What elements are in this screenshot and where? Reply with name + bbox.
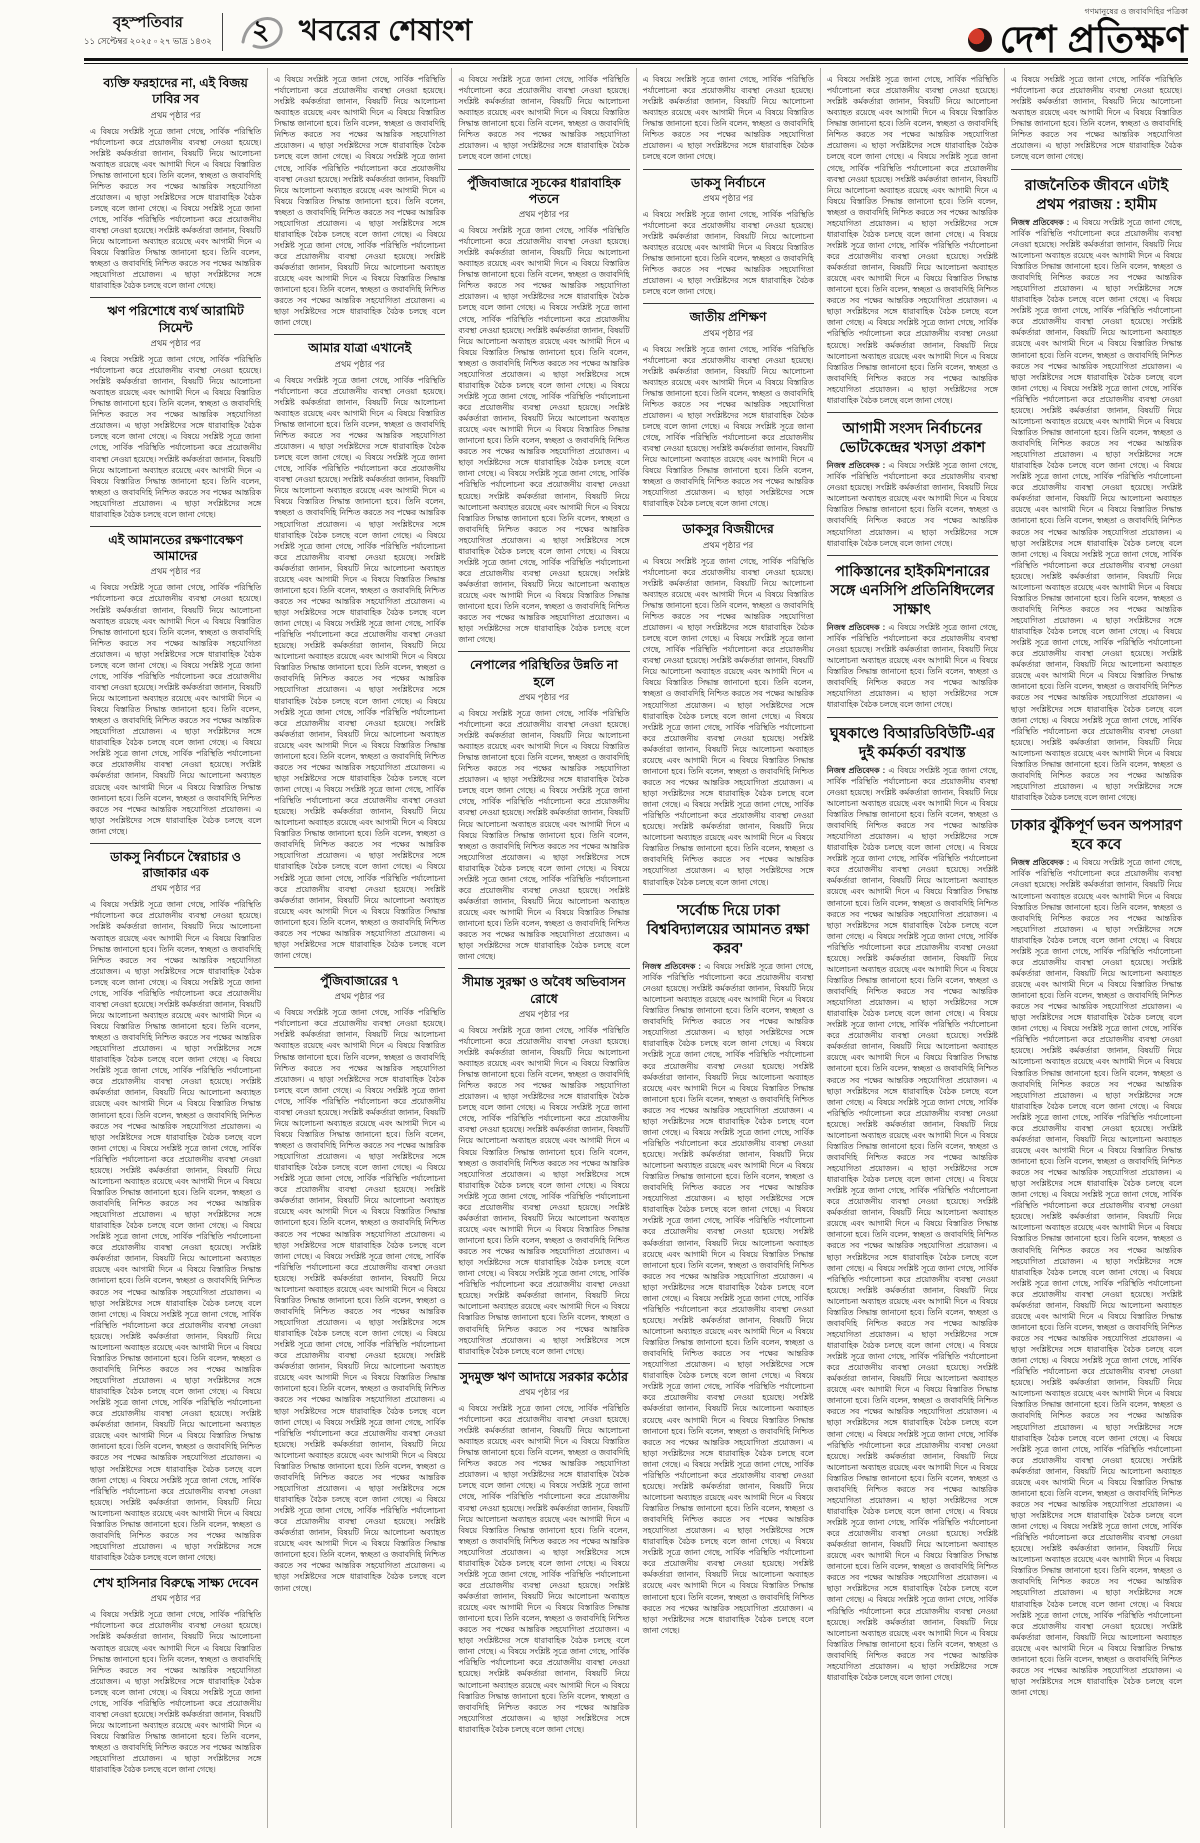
continued-from-page-one-label: প্রথম পৃষ্ঠার পর <box>518 691 570 702</box>
article <box>827 412 998 553</box>
article-body: এ বিষয়ে সংশ্লিষ্ট সূত্রে জানা গেছে, সার্বিক পরিস্থিতি পর্যালোচনা করে প্রয়োজনীয় ব্যবস্থা নেওয়া হয়েছে। সংশ্লিষ্ট কর্মকর্তারা জানান, বিষয়টি নিয়ে আলোচনা অব্যাহত রয়েছে এবং আগামী দিনে এ বিষয়ে বিস্তারিত সিদ্ধান্ত জানানো হবে। তিনি বলেন, স্বচ্ছতা ও জবাবদিহি নিশ্চিত করতে সব পক্ষের আন্তরিক সহযোগিতা প্রয়োজন। এ ছাড়া সংশ্লিষ্টদের সঙ্গে ধারাবাহিক বৈঠক চলছে বলে জানা গেছে। এ বিষয়ে সংশ্লিষ্ট সূত্রে জানা গেছে, সার্বিক পরিস্থিতি পর্যালোচনা করে প্রয়োজনীয় ব্যবস্থা নেওয়া হয়েছে। সংশ্লিষ্ট কর্মকর্তারা জানান, বিষয়টি নিয়ে আলোচনা অব্যাহত রয়েছে এবং আগামী দিনে এ বিষয়ে বিস্তারিত সিদ্ধান্ত জানানো হবে। তিনি বলেন, স্বচ্ছতা ও জবাবদিহি নিশ্চিত করতে সব পক্ষের আন্তরিক সহযোগিতা প্রয়োজন। এ ছাড়া সংশ্লিষ্টদের সঙ্গে ধারাবাহিক বৈঠক চলছে বলে জানা গেছে। এ বিষয়ে সংশ্লিষ্ট সূত্রে জানা গেছে, সার্বিক পরিস্থিতি পর্যালোচনা করে প্রয়োজনীয় ব্যবস্থা নেওয়া হয়েছে। সংশ্লিষ্ট কর্মকর্তারা জানান, বিষয়টি নিয়ে আলোচনা অব্যাহত রয়েছে এবং আগামী দিনে এ বিষয়ে বিস্তারিত সিদ্ধান্ত জানানো হবে। তিনি বলেন, স্বচ্ছতা ও জবাবদিহি নিশ্চিত করতে সব পক্ষের আন্তরিক সহযোগিতা প্রয়োজন। এ ছাড়া সংশ্লিষ্টদের সঙ্গে ধারাবাহিক বৈঠক চলছে বলে জানা গেছে। <box>274 75 446 328</box>
article <box>458 169 629 650</box>
article <box>90 70 261 295</box>
article-headline: আমার যাত্রা এখানেই <box>308 341 412 356</box>
page-number-ornament <box>237 10 285 54</box>
continued-from-page-one-label: প্রথম পৃষ্ঠার পর <box>703 327 754 338</box>
article-headline: পুঁজিবাজারে সূচকের ধারাবাহিক পতনে <box>467 175 621 206</box>
article <box>643 169 814 302</box>
masthead-title: দেশ প্রতিক্ষণ <box>999 19 1188 60</box>
article <box>274 334 445 965</box>
masthead-brand-row <box>968 21 1188 58</box>
article-body: এ বিষয়ে সংশ্লিষ্ট সূত্রে জানা গেছে, সার্বিক পরিস্থিতি পর্যালোচনা করে প্রয়োজনীয় ব্যবস্থা নেওয়া হয়েছে। সংশ্লিষ্ট কর্মকর্তারা জানান, বিষয়টি নিয়ে আলোচনা অব্যাহত রয়েছে এবং আগামী দিনে এ বিষয়ে বিস্তারিত সিদ্ধান্ত জানানো হবে। তিনি বলেন, স্বচ্ছতা ও জবাবদিহি নিশ্চিত করতে সব পক্ষের আন্তরিক সহযোগিতা প্রয়োজন। এ ছাড়া সংশ্লিষ্টদের সঙ্গে ধারাবাহিক বৈঠক চলছে বলে জানা গেছে। এ বিষয়ে সংশ্লিষ্ট সূত্রে জানা গেছে, সার্বিক পরিস্থিতি পর্যালোচনা করে প্রয়োজনীয় ব্যবস্থা নেওয়া হয়েছে। সংশ্লিষ্ট কর্মকর্তারা জানান, বিষয়টি নিয়ে আলোচনা অব্যাহত রয়েছে এবং আগামী দিনে এ বিষয়ে বিস্তারিত সিদ্ধান্ত জানানো হবে। তিনি বলেন, স্বচ্ছতা ও জবাবদিহি নিশ্চিত করতে সব পক্ষের আন্তরিক সহযোগিতা প্রয়োজন। এ ছাড়া সংশ্লিষ্টদের সঙ্গে ধারাবাহিক বৈঠক চলছে বলে জানা গেছে। এ বিষয়ে সংশ্লিষ্ট সূত্রে জানা গেছে, সার্বিক পরিস্থিতি পর্যালোচনা করে প্রয়োজনীয় ব্যবস্থা নেওয়া হয়েছে। সংশ্লিষ্ট কর্মকর্তারা জানান, বিষয়টি নিয়ে আলোচনা অব্যাহত রয়েছে এবং আগামী দিনে এ বিষয়ে বিস্তারিত সিদ্ধান্ত জানানো হবে। তিনি বলেন, স্বচ্ছতা ও জবাবদিহি নিশ্চিত করতে সব পক্ষের আন্তরিক সহযোগিতা প্রয়োজন। এ ছাড়া সংশ্লিষ্টদের সঙ্গে ধারাবাহিক বৈঠক চলছে বলে জানা গেছে। এ বিষয়ে সংশ্লিষ্ট সূত্রে জানা গেছে, সার্বিক পরিস্থিতি পর্যালোচনা করে প্রয়োজনীয় ব্যবস্থা নেওয়া হয়েছে। সংশ্লিষ্ট কর্মকর্তারা জানান, বিষয়টি নিয়ে আলোচনা অব্যাহত রয়েছে এবং আগামী দিনে এ বিষয়ে বিস্তারিত সিদ্ধান্ত জানানো হবে। তিনি বলেন, স্বচ্ছতা ও জবাবদিহি নিশ্চিত করতে সব পক্ষের আন্তরিক সহযোগিতা প্রয়োজন। এ ছাড়া সংশ্লিষ্টদের সঙ্গে ধারাবাহিক বৈঠক চলছে বলে জানা গেছে। <box>826 75 998 405</box>
reporter-label: নিজস্ব প্রতিবেদক : <box>826 765 889 775</box>
page-header <box>0 0 1200 58</box>
continued-from-page-one-label: প্রথম পৃষ্ঠার পর <box>150 109 201 120</box>
article-continuation <box>458 70 629 167</box>
article <box>827 555 998 715</box>
article-body: নিজস্ব প্রতিবেদক : এ বিষয়ে সংশ্লিষ্ট সূত্রে জানা গেছে, সার্বিক পরিস্থিতি পর্যালোচনা করে প্রয়োজনীয় ব্যবস্থা নেওয়া হয়েছে। সংশ্লিষ্ট কর্মকর্তারা জানান, বিষয়টি নিয়ে আলোচনা অব্যাহত রয়েছে এবং আগামী দিনে এ বিষয়ে বিস্তারিত সিদ্ধান্ত জানানো হবে। তিনি বলেন, স্বচ্ছতা ও জবাবদিহি নিশ্চিত করতে সব পক্ষের আন্তরিক সহযোগিতা প্রয়োজন। এ ছাড়া সংশ্লিষ্টদের সঙ্গে ধারাবাহিক বৈঠক চলছে বলে জানা গেছে। এ বিষয়ে সংশ্লিষ্ট সূত্রে জানা গেছে, সার্বিক পরিস্থিতি পর্যালোচনা করে প্রয়োজনীয় ব্যবস্থা নেওয়া হয়েছে। সংশ্লিষ্ট কর্মকর্তারা জানান, বিষয়টি নিয়ে আলোচনা অব্যাহত রয়েছে এবং আগামী দিনে এ বিষয়ে বিস্তারিত সিদ্ধান্ত জানানো হবে। তিনি বলেন, স্বচ্ছতা ও জবাবদিহি নিশ্চিত করতে সব পক্ষের আন্তরিক সহযোগিতা প্রয়োজন। এ ছাড়া সংশ্লিষ্টদের সঙ্গে ধারাবাহিক বৈঠক চলছে বলে জানা গেছে। এ বিষয়ে সংশ্লিষ্ট সূত্রে জানা গেছে, সার্বিক পরিস্থিতি পর্যালোচনা করে প্রয়োজনীয় ব্যবস্থা নেওয়া হয়েছে। সংশ্লিষ্ট কর্মকর্তারা জানান, বিষয়টি নিয়ে আলোচনা অব্যাহত রয়েছে এবং আগামী দিনে এ বিষয়ে বিস্তারিত সিদ্ধান্ত জানানো হবে। তিনি বলেন, স্বচ্ছতা ও জবাবদিহি নিশ্চিত করতে সব পক্ষের আন্তরিক সহযোগিতা প্রয়োজন। এ ছাড়া সংশ্লিষ্টদের সঙ্গে ধারাবাহিক বৈঠক চলছে বলে জানা গেছে। এ বিষয়ে সংশ্লিষ্ট সূত্রে জানা গেছে, সার্বিক পরিস্থিতি পর্যালোচনা করে প্রয়োজনীয় ব্যবস্থা নেওয়া হয়েছে। সংশ্লিষ্ট কর্মকর্তারা জানান, বিষয়টি নিয়ে আলোচনা অব্যাহত রয়েছে এবং আগামী দিনে এ বিষয়ে বিস্তারিত সিদ্ধান্ত জানানো হবে। তিনি বলেন, স্বচ্ছতা ও জবাবদিহি নিশ্চিত করতে সব পক্ষের আন্তরিক সহযোগিতা প্রয়োজন। এ ছাড়া সংশ্লিষ্টদের সঙ্গে ধারাবাহিক বৈঠক চলছে বলে জানা গেছে। এ বিষয়ে সংশ্লিষ্ট সূত্রে জানা গেছে, সার্বিক পরিস্থিতি পর্যালোচনা করে প্রয়োজনীয় ব্যবস্থা নেওয়া হয়েছে। সংশ্লিষ্ট কর্মকর্তারা জানান, বিষয়টি নিয়ে আলোচনা অব্যাহত রয়েছে এবং আগামী দিনে এ বিষয়ে বিস্তারিত সিদ্ধান্ত জানানো হবে। তিনি বলেন, স্বচ্ছতা ও জবাবদিহি নিশ্চিত করতে সব পক্ষের আন্তরিক সহযোগিতা প্রয়োজন। এ ছাড়া সংশ্লিষ্টদের সঙ্গে ধারাবাহিক বৈঠক চলছে বলে জানা গেছে। এ বিষয়ে সংশ্লিষ্ট সূত্রে জানা গেছে, সার্বিক পরিস্থিতি পর্যালোচনা করে প্রয়োজনীয় ব্যবস্থা নেওয়া হয়েছে। সংশ্লিষ্ট কর্মকর্তারা জানান, বিষয়টি নিয়ে আলোচনা অব্যাহত রয়েছে এবং আগামী দিনে এ বিষয়ে বিস্তারিত সিদ্ধান্ত জানানো হবে। তিনি বলেন, স্বচ্ছতা ও জবাবদিহি নিশ্চিত করতে সব পক্ষের আন্তরিক সহযোগিতা প্রয়োজন। এ ছাড়া সংশ্লিষ্টদের সঙ্গে ধারাবাহিক বৈঠক চলছে বলে জানা গেছে। এ বিষয়ে সংশ্লিষ্ট সূত্রে জানা গেছে, সার্বিক পরিস্থিতি পর্যালোচনা করে প্রয়োজনীয় ব্যবস্থা নেওয়া হয়েছে। সংশ্লিষ্ট কর্মকর্তারা জানান, বিষয়টি নিয়ে আলোচনা অব্যাহত রয়েছে এবং আগামী দিনে এ বিষয়ে বিস্তারিত সিদ্ধান্ত জানানো হবে। তিনি বলেন, স্বচ্ছতা ও জবাবদিহি নিশ্চিত করতে সব পক্ষের আন্তরিক সহযোগিতা প্রয়োজন। এ ছাড়া সংশ্লিষ্টদের সঙ্গে ধারাবাহিক বৈঠক চলছে বলে জানা গেছে। এ বিষয়ে সংশ্লিষ্ট সূত্রে জানা গেছে, সার্বিক পরিস্থিতি পর্যালোচনা করে প্রয়োজনীয় ব্যবস্থা নেওয়া হয়েছে। সংশ্লিষ্ট কর্মকর্তারা জানান, বিষয়টি নিয়ে আলোচনা অব্যাহত রয়েছে এবং আগামী দিনে এ বিষয়ে বিস্তারিত সিদ্ধান্ত জানানো হবে। তিনি বলেন, স্বচ্ছতা ও জবাবদিহি নিশ্চিত করতে সব পক্ষের আন্তরিক সহযোগিতা প্রয়োজন। এ ছাড়া সংশ্লিষ্টদের সঙ্গে ধারাবাহিক বৈঠক চলছে বলে জানা গেছে। <box>642 961 814 1635</box>
page-number: ২ <box>252 14 270 45</box>
article-headline: শেখ হাসিনার বিরুদ্ধে সাক্ষ্য দেবেন <box>92 1576 259 1591</box>
article <box>1011 169 1182 808</box>
article-body: এ বিষয়ে সংশ্লিষ্ট সূত্রে জানা গেছে, সার্বিক পরিস্থিতি পর্যালোচনা করে প্রয়োজনীয় ব্যবস্থা নেওয়া হয়েছে। সংশ্লিষ্ট কর্মকর্তারা জানান, বিষয়টি নিয়ে আলোচনা অব্যাহত রয়েছে এবং আগামী দিনে এ বিষয়ে বিস্তারিত সিদ্ধান্ত জানানো হবে। তিনি বলেন, স্বচ্ছতা ও জবাবদিহি নিশ্চিত করতে সব পক্ষের আন্তরিক সহযোগিতা প্রয়োজন। এ ছাড়া সংশ্লিষ্টদের সঙ্গে ধারাবাহিক বৈঠক চলছে বলে জানা গেছে। এ বিষয়ে সংশ্লিষ্ট সূত্রে জানা গেছে, সার্বিক পরিস্থিতি পর্যালোচনা করে প্রয়োজনীয় ব্যবস্থা নেওয়া হয়েছে। সংশ্লিষ্ট কর্মকর্তারা জানান, বিষয়টি নিয়ে আলোচনা অব্যাহত রয়েছে এবং আগামী দিনে এ বিষয়ে বিস্তারিত সিদ্ধান্ত জানানো হবে। তিনি বলেন, স্বচ্ছতা ও জবাবদিহি নিশ্চিত করতে সব পক্ষের আন্তরিক সহযোগিতা প্রয়োজন। এ ছাড়া সংশ্লিষ্টদের সঙ্গে ধারাবাহিক বৈঠক চলছে বলে জানা গেছে। <box>90 354 262 519</box>
article-headline: ডাকসু নির্বাচনে <box>691 175 766 190</box>
article-headline: নেপালের পরিস্থিতির উন্নতি না হলে <box>470 658 618 689</box>
article <box>90 297 261 523</box>
article-body: এ বিষয়ে সংশ্লিষ্ট সূত্রে জানা গেছে, সার্বিক পরিস্থিতি পর্যালোচনা করে প্রয়োজনীয় ব্যবস্থা নেওয়া হয়েছে। সংশ্লিষ্ট কর্মকর্তারা জানান, বিষয়টি নিয়ে আলোচনা অব্যাহত রয়েছে এবং আগামী দিনে এ বিষয়ে বিস্তারিত সিদ্ধান্ত জানানো হবে। তিনি বলেন, স্বচ্ছতা ও জবাবদিহি নিশ্চিত করতে সব পক্ষের আন্তরিক সহযোগিতা প্রয়োজন। এ ছাড়া সংশ্লিষ্টদের সঙ্গে ধারাবাহিক বৈঠক চলছে বলে জানা গেছে। <box>1010 75 1183 162</box>
article <box>274 967 445 1598</box>
article-body: এ বিষয়ে সংশ্লিষ্ট সূত্রে জানা গেছে, সার্বিক পরিস্থিতি পর্যালোচনা করে প্রয়োজনীয় ব্যবস্থা নেওয়া হয়েছে। সংশ্লিষ্ট কর্মকর্তারা জানান, বিষয়টি নিয়ে আলোচনা অব্যাহত রয়েছে এবং আগামী দিনে এ বিষয়ে বিস্তারিত সিদ্ধান্ত জানানো হবে। তিনি বলেন, স্বচ্ছতা ও জবাবদিহি নিশ্চিত করতে সব পক্ষের আন্তরিক সহযোগিতা প্রয়োজন। এ ছাড়া সংশ্লিষ্টদের সঙ্গে ধারাবাহিক বৈঠক চলছে বলে জানা গেছে। এ বিষয়ে সংশ্লিষ্ট সূত্রে জানা গেছে, সার্বিক পরিস্থিতি পর্যালোচনা করে প্রয়োজনীয় ব্যবস্থা নেওয়া হয়েছে। সংশ্লিষ্ট কর্মকর্তারা জানান, বিষয়টি নিয়ে আলোচনা অব্যাহত রয়েছে এবং আগামী দিনে এ বিষয়ে বিস্তারিত সিদ্ধান্ত জানানো হবে। তিনি বলেন, স্বচ্ছতা ও জবাবদিহি নিশ্চিত করতে সব পক্ষের আন্তরিক সহযোগিতা প্রয়োজন। এ ছাড়া সংশ্লিষ্টদের সঙ্গে ধারাবাহিক বৈঠক চলছে বলে জানা গেছে। এ বিষয়ে সংশ্লিষ্ট সূত্রে জানা গেছে, সার্বিক পরিস্থিতি পর্যালোচনা করে প্রয়োজনীয় ব্যবস্থা নেওয়া হয়েছে। সংশ্লিষ্ট কর্মকর্তারা জানান, বিষয়টি নিয়ে আলোচনা অব্যাহত রয়েছে এবং আগামী দিনে এ বিষয়ে বিস্তারিত সিদ্ধান্ত জানানো হবে। তিনি বলেন, স্বচ্ছতা ও জবাবদিহি নিশ্চিত করতে সব পক্ষের আন্তরিক সহযোগিতা প্রয়োজন। এ ছাড়া সংশ্লিষ্টদের সঙ্গে ধারাবাহিক বৈঠক চলছে বলে জানা গেছে। এ বিষয়ে সংশ্লিষ্ট সূত্রে জানা গেছে, সার্বিক পরিস্থিতি পর্যালোচনা করে প্রয়োজনীয় ব্যবস্থা নেওয়া হয়েছে। সংশ্লিষ্ট কর্মকর্তারা জানান, বিষয়টি নিয়ে আলোচনা অব্যাহত রয়েছে এবং আগামী দিনে এ বিষয়ে বিস্তারিত সিদ্ধান্ত জানানো হবে। তিনি বলেন, স্বচ্ছতা ও জবাবদিহি নিশ্চিত করতে সব পক্ষের আন্তরিক সহযোগিতা প্রয়োজন। এ ছাড়া সংশ্লিষ্টদের সঙ্গে ধারাবাহিক বৈঠক চলছে বলে জানা গেছে। এ বিষয়ে সংশ্লিষ্ট সূত্রে জানা গেছে, সার্বিক পরিস্থিতি পর্যালোচনা করে প্রয়োজনীয় ব্যবস্থা নেওয়া হয়েছে। সংশ্লিষ্ট কর্মকর্তারা জানান, বিষয়টি নিয়ে আলোচনা অব্যাহত রয়েছে এবং আগামী দিনে এ বিষয়ে বিস্তারিত সিদ্ধান্ত জানানো হবে। তিনি বলেন, স্বচ্ছতা ও জবাবদিহি নিশ্চিত করতে সব পক্ষের আন্তরিক সহযোগিতা প্রয়োজন। এ ছাড়া সংশ্লিষ্টদের সঙ্গে ধারাবাহিক বৈঠক চলছে বলে জানা গেছে। এ বিষয়ে সংশ্লিষ্ট সূত্রে জানা গেছে, সার্বিক পরিস্থিতি পর্যালোচনা করে প্রয়োজনীয় ব্যবস্থা নেওয়া হয়েছে। সংশ্লিষ্ট কর্মকর্তারা জানান, বিষয়টি নিয়ে আলোচনা অব্যাহত রয়েছে এবং আগামী দিনে এ বিষয়ে বিস্তারিত সিদ্ধান্ত জানানো হবে। তিনি বলেন, স্বচ্ছতা ও জবাবদিহি নিশ্চিত করতে সব পক্ষের আন্তরিক সহযোগিতা প্রয়োজন। এ ছাড়া সংশ্লিষ্টদের সঙ্গে ধারাবাহিক বৈঠক চলছে বলে জানা গেছে। এ বিষয়ে সংশ্লিষ্ট সূত্রে জানা গেছে, সার্বিক পরিস্থিতি পর্যালোচনা করে প্রয়োজনীয় ব্যবস্থা নেওয়া হয়েছে। সংশ্লিষ্ট কর্মকর্তারা জানান, বিষয়টি নিয়ে আলোচনা অব্যাহত রয়েছে এবং আগামী দিনে এ বিষয়ে বিস্তারিত সিদ্ধান্ত জানানো হবে। তিনি বলেন, স্বচ্ছতা ও জবাবদিহি নিশ্চিত করতে সব পক্ষের আন্তরিক সহযোগিতা প্রয়োজন। এ ছাড়া সংশ্লিষ্টদের সঙ্গে ধারাবাহিক বৈঠক চলছে বলে জানা গেছে। এ বিষয়ে সংশ্লিষ্ট সূত্রে জানা গেছে, সার্বিক পরিস্থিতি পর্যালোচনা করে প্রয়োজনীয় ব্যবস্থা নেওয়া হয়েছে। সংশ্লিষ্ট কর্মকর্তারা জানান, বিষয়টি নিয়ে আলোচনা অব্যাহত রয়েছে এবং আগামী দিনে এ বিষয়ে বিস্তারিত সিদ্ধান্ত জানানো হবে। তিনি বলেন, স্বচ্ছতা ও জবাবদিহি নিশ্চিত করতে সব পক্ষের আন্তরিক সহযোগিতা প্রয়োজন। এ ছাড়া সংশ্লিষ্টদের সঙ্গে ধারাবাহিক বৈঠক চলছে বলে জানা গেছে। <box>90 900 262 1562</box>
article-headline: ঋণ পরিশোধে ব্যর্থ আরামিট সিমেন্ট <box>107 304 244 335</box>
masthead <box>968 6 1188 58</box>
masthead-tagline: গণমানুষের ও জবাবদিহির পত্রিকা <box>1084 7 1188 16</box>
column-3 <box>451 68 635 1828</box>
article-body: এ বিষয়ে সংশ্লিষ্ট সূত্রে জানা গেছে, সার্বিক পরিস্থিতি পর্যালোচনা করে প্রয়োজনীয় ব্যবস্থা নেওয়া হয়েছে। সংশ্লিষ্ট কর্মকর্তারা জানান, বিষয়টি নিয়ে আলোচনা অব্যাহত রয়েছে এবং আগামী দিনে এ বিষয়ে বিস্তারিত সিদ্ধান্ত জানানো হবে। তিনি বলেন, স্বচ্ছতা ও জবাবদিহি নিশ্চিত করতে সব পক্ষের আন্তরিক সহযোগিতা প্রয়োজন। এ ছাড়া সংশ্লিষ্টদের সঙ্গে ধারাবাহিক বৈঠক চলছে বলে জানা গেছে। এ বিষয়ে সংশ্লিষ্ট সূত্রে জানা গেছে, সার্বিক পরিস্থিতি পর্যালোচনা করে প্রয়োজনীয় ব্যবস্থা নেওয়া হয়েছে। সংশ্লিষ্ট কর্মকর্তারা জানান, বিষয়টি নিয়ে আলোচনা অব্যাহত রয়েছে এবং আগামী দিনে এ বিষয়ে বিস্তারিত সিদ্ধান্ত জানানো হবে। তিনি বলেন, স্বচ্ছতা ও জবাবদিহি নিশ্চিত করতে সব পক্ষের আন্তরিক সহযোগিতা প্রয়োজন। এ ছাড়া সংশ্লিষ্টদের সঙ্গে ধারাবাহিক বৈঠক চলছে বলে জানা গেছে। এ বিষয়ে সংশ্লিষ্ট সূত্রে জানা গেছে, সার্বিক পরিস্থিতি পর্যালোচনা করে প্রয়োজনীয় ব্যবস্থা নেওয়া হয়েছে। সংশ্লিষ্ট কর্মকর্তারা জানান, বিষয়টি নিয়ে আলোচনা অব্যাহত রয়েছে এবং আগামী দিনে এ বিষয়ে বিস্তারিত সিদ্ধান্ত জানানো হবে। তিনি বলেন, স্বচ্ছতা ও জবাবদিহি নিশ্চিত করতে সব পক্ষের আন্তরিক সহযোগিতা প্রয়োজন। এ ছাড়া সংশ্লিষ্টদের সঙ্গে ধারাবাহিক বৈঠক চলছে বলে জানা গেছে। এ বিষয়ে সংশ্লিষ্ট সূত্রে জানা গেছে, সার্বিক পরিস্থিতি পর্যালোচনা করে প্রয়োজনীয় ব্যবস্থা নেওয়া হয়েছে। সংশ্লিষ্ট কর্মকর্তারা জানান, বিষয়টি নিয়ে আলোচনা অব্যাহত রয়েছে এবং আগামী দিনে এ বিষয়ে বিস্তারিত সিদ্ধান্ত জানানো হবে। তিনি বলেন, স্বচ্ছতা ও জবাবদিহি নিশ্চিত করতে সব পক্ষের আন্তরিক সহযোগিতা প্রয়োজন। এ ছাড়া সংশ্লিষ্টদের সঙ্গে ধারাবাহিক বৈঠক চলছে বলে জানা গেছে। <box>642 556 814 887</box>
article-headline: 'সর্বোচ্চ দিয়ে ঢাকা বিশ্ববিদ্যালয়ের আমানত রক্ষা করব' <box>646 902 810 957</box>
article-body: এ বিষয়ে সংশ্লিষ্ট সূত্রে জানা গেছে, সার্বিক পরিস্থিতি পর্যালোচনা করে প্রয়োজনীয় ব্যবস্থা নেওয়া হয়েছে। সংশ্লিষ্ট কর্মকর্তারা জানান, বিষয়টি নিয়ে আলোচনা অব্যাহত রয়েছে এবং আগামী দিনে এ বিষয়ে বিস্তারিত সিদ্ধান্ত জানানো হবে। তিনি বলেন, স্বচ্ছতা ও জবাবদিহি নিশ্চিত করতে সব পক্ষের আন্তরিক সহযোগিতা প্রয়োজন। এ ছাড়া সংশ্লিষ্টদের সঙ্গে ধারাবাহিক বৈঠক চলছে বলে জানা গেছে। এ বিষয়ে সংশ্লিষ্ট সূত্রে জানা গেছে, সার্বিক পরিস্থিতি পর্যালোচনা করে প্রয়োজনীয় ব্যবস্থা নেওয়া হয়েছে। সংশ্লিষ্ট কর্মকর্তারা জানান, বিষয়টি নিয়ে আলোচনা অব্যাহত রয়েছে এবং আগামী দিনে এ বিষয়ে বিস্তারিত সিদ্ধান্ত জানানো হবে। তিনি বলেন, স্বচ্ছতা ও জবাবদিহি নিশ্চিত করতে সব পক্ষের আন্তরিক সহযোগিতা প্রয়োজন। এ ছাড়া সংশ্লিষ্টদের সঙ্গে ধারাবাহিক বৈঠক চলছে বলে জানা গেছে। <box>90 126 262 291</box>
article-headline: ঢাকার ঝুঁকিপূর্ণ ভবন অপসারণ হবে কবে <box>1010 818 1183 854</box>
article-headline: ডাকসু নির্বাচনে স্বৈরাচার ও রাজাকার এক <box>110 849 241 881</box>
reporter-label: নিজস্ব প্রতিবেদক : <box>642 961 705 971</box>
continued-from-page-one-label: প্রথম পৃষ্ঠার পর <box>150 337 201 348</box>
continued-from-page-one-label: প্রথম পৃষ্ঠার পর <box>334 358 385 369</box>
article-body: নিজস্ব প্রতিবেদক : এ বিষয়ে সংশ্লিষ্ট সূত্রে জানা গেছে, সার্বিক পরিস্থিতি পর্যালোচনা করে প্রয়োজনীয় ব্যবস্থা নেওয়া হয়েছে। সংশ্লিষ্ট কর্মকর্তারা জানান, বিষয়টি নিয়ে আলোচনা অব্যাহত রয়েছে এবং আগামী দিনে এ বিষয়ে বিস্তারিত সিদ্ধান্ত জানানো হবে। তিনি বলেন, স্বচ্ছতা ও জবাবদিহি নিশ্চিত করতে সব পক্ষের আন্তরিক সহযোগিতা প্রয়োজন। এ ছাড়া সংশ্লিষ্টদের সঙ্গে ধারাবাহিক বৈঠক চলছে বলে জানা গেছে। এ বিষয়ে সংশ্লিষ্ট সূত্রে জানা গেছে, সার্বিক পরিস্থিতি পর্যালোচনা করে প্রয়োজনীয় ব্যবস্থা নেওয়া হয়েছে। সংশ্লিষ্ট কর্মকর্তারা জানান, বিষয়টি নিয়ে আলোচনা অব্যাহত রয়েছে এবং আগামী দিনে এ বিষয়ে বিস্তারিত সিদ্ধান্ত জানানো হবে। তিনি বলেন, স্বচ্ছতা ও জবাবদিহি নিশ্চিত করতে সব পক্ষের আন্তরিক সহযোগিতা প্রয়োজন। এ ছাড়া সংশ্লিষ্টদের সঙ্গে ধারাবাহিক বৈঠক চলছে বলে জানা গেছে। এ বিষয়ে সংশ্লিষ্ট সূত্রে জানা গেছে, সার্বিক পরিস্থিতি পর্যালোচনা করে প্রয়োজনীয় ব্যবস্থা নেওয়া হয়েছে। সংশ্লিষ্ট কর্মকর্তারা জানান, বিষয়টি নিয়ে আলোচনা অব্যাহত রয়েছে এবং আগামী দিনে এ বিষয়ে বিস্তারিত সিদ্ধান্ত জানানো হবে। তিনি বলেন, স্বচ্ছতা ও জবাবদিহি নিশ্চিত করতে সব পক্ষের আন্তরিক সহযোগিতা প্রয়োজন। এ ছাড়া সংশ্লিষ্টদের সঙ্গে ধারাবাহিক বৈঠক চলছে বলে জানা গেছে। এ বিষয়ে সংশ্লিষ্ট সূত্রে জানা গেছে, সার্বিক পরিস্থিতি পর্যালোচনা করে প্রয়োজনীয় ব্যবস্থা নেওয়া হয়েছে। সংশ্লিষ্ট কর্মকর্তারা জানান, বিষয়টি নিয়ে আলোচনা অব্যাহত রয়েছে এবং আগামী দিনে এ বিষয়ে বিস্তারিত সিদ্ধান্ত জানানো হবে। তিনি বলেন, স্বচ্ছতা ও জবাবদিহি নিশ্চিত করতে সব পক্ষের আন্তরিক সহযোগিতা প্রয়োজন। এ ছাড়া সংশ্লিষ্টদের সঙ্গে ধারাবাহিক বৈঠক চলছে বলে জানা গেছে। এ বিষয়ে সংশ্লিষ্ট সূত্রে জানা গেছে, সার্বিক পরিস্থিতি পর্যালোচনা করে প্রয়োজনীয় ব্যবস্থা নেওয়া হয়েছে। সংশ্লিষ্ট কর্মকর্তারা জানান, বিষয়টি নিয়ে আলোচনা অব্যাহত রয়েছে এবং আগামী দিনে এ বিষয়ে বিস্তারিত সিদ্ধান্ত জানানো হবে। তিনি বলেন, স্বচ্ছতা ও জবাবদিহি নিশ্চিত করতে সব পক্ষের আন্তরিক সহযোগিতা প্রয়োজন। এ ছাড়া সংশ্লিষ্টদের সঙ্গে ধারাবাহিক বৈঠক চলছে বলে জানা গেছে। এ বিষয়ে সংশ্লিষ্ট সূত্রে জানা গেছে, সার্বিক পরিস্থিতি পর্যালোচনা করে প্রয়োজনীয় ব্যবস্থা নেওয়া হয়েছে। সংশ্লিষ্ট কর্মকর্তারা জানান, বিষয়টি নিয়ে আলোচনা অব্যাহত রয়েছে এবং আগামী দিনে এ বিষয়ে বিস্তারিত সিদ্ধান্ত জানানো হবে। তিনি বলেন, স্বচ্ছতা ও জবাবদিহি নিশ্চিত করতে সব পক্ষের আন্তরিক সহযোগিতা প্রয়োজন। এ ছাড়া সংশ্লিষ্টদের সঙ্গে ধারাবাহিক বৈঠক চলছে বলে জানা গেছে। এ বিষয়ে সংশ্লিষ্ট সূত্রে জানা গেছে, সার্বিক পরিস্থিতি পর্যালোচনা করে প্রয়োজনীয় ব্যবস্থা নেওয়া হয়েছে। সংশ্লিষ্ট কর্মকর্তারা জানান, বিষয়টি নিয়ে আলোচনা অব্যাহত রয়েছে এবং আগামী দিনে এ বিষয়ে বিস্তারিত সিদ্ধান্ত জানানো হবে। তিনি বলেন, স্বচ্ছতা ও জবাবদিহি নিশ্চিত করতে সব পক্ষের আন্তরিক সহযোগিতা প্রয়োজন। এ ছাড়া সংশ্লিষ্টদের সঙ্গে ধারাবাহিক বৈঠক চলছে বলে জানা গেছে। এ বিষয়ে সংশ্লিষ্ট সূত্রে জানা গেছে, সার্বিক পরিস্থিতি পর্যালোচনা করে প্রয়োজনীয় ব্যবস্থা নেওয়া হয়েছে। সংশ্লিষ্ট কর্মকর্তারা জানান, বিষয়টি নিয়ে আলোচনা অব্যাহত রয়েছে এবং আগামী দিনে এ বিষয়ে বিস্তারিত সিদ্ধান্ত জানানো হবে। তিনি বলেন, স্বচ্ছতা ও জবাবদিহি নিশ্চিত করতে সব পক্ষের আন্তরিক সহযোগিতা প্রয়োজন। এ ছাড়া সংশ্লিষ্টদের সঙ্গে ধারাবাহিক বৈঠক চলছে বলে জানা গেছে। এ বিষয়ে সংশ্লিষ্ট সূত্রে জানা গেছে, সার্বিক পরিস্থিতি পর্যালোচনা করে প্রয়োজনীয় ব্যবস্থা নেওয়া হয়েছে। সংশ্লিষ্ট কর্মকর্তারা জানান, বিষয়টি নিয়ে আলোচনা অব্যাহত রয়েছে এবং আগামী দিনে এ বিষয়ে বিস্তারিত সিদ্ধান্ত জানানো হবে। তিনি বলেন, স্বচ্ছতা ও জবাবদিহি নিশ্চিত করতে সব পক্ষের আন্তরিক সহযোগিতা প্রয়োজন। এ ছাড়া সংশ্লিষ্টদের সঙ্গে ধারাবাহিক বৈঠক চলছে বলে জানা গেছে। এ বিষয়ে সংশ্লিষ্ট সূত্রে জানা গেছে, সার্বিক পরিস্থিতি পর্যালোচনা করে প্রয়োজনীয় ব্যবস্থা নেওয়া হয়েছে। সংশ্লিষ্ট কর্মকর্তারা জানান, বিষয়টি নিয়ে আলোচনা অব্যাহত রয়েছে এবং আগামী দিনে এ বিষয়ে বিস্তারিত সিদ্ধান্ত জানানো হবে। তিনি বলেন, স্বচ্ছতা ও জবাবদিহি নিশ্চিত করতে সব পক্ষের আন্তরিক সহযোগিতা প্রয়োজন। এ ছাড়া সংশ্লিষ্টদের সঙ্গে ধারাবাহিক বৈঠক চলছে বলে জানা গেছে। <box>1010 858 1183 1697</box>
column-4 <box>636 68 820 1828</box>
article-body: এ বিষয়ে সংশ্লিষ্ট সূত্রে জানা গেছে, সার্বিক পরিস্থিতি পর্যালোচনা করে প্রয়োজনীয় ব্যবস্থা নেওয়া হয়েছে। সংশ্লিষ্ট কর্মকর্তারা জানান, বিষয়টি নিয়ে আলোচনা অব্যাহত রয়েছে এবং আগামী দিনে এ বিষয়ে বিস্তারিত সিদ্ধান্ত জানানো হবে। তিনি বলেন, স্বচ্ছতা ও জবাবদিহি নিশ্চিত করতে সব পক্ষের আন্তরিক সহযোগিতা প্রয়োজন। এ ছাড়া সংশ্লিষ্টদের সঙ্গে ধারাবাহিক বৈঠক চলছে বলে জানা গেছে। <box>642 75 814 162</box>
article-headline: সীমান্ত সুরক্ষা ও অবৈধ অভিবাসন রোধে <box>462 975 626 1006</box>
continued-from-page-one-label: প্রথম পৃষ্ঠার পর <box>150 883 201 894</box>
article <box>827 717 998 1687</box>
article-body: এ বিষয়ে সংশ্লিষ্ট সূত্রে জানা গেছে, সার্বিক পরিস্থিতি পর্যালোচনা করে প্রয়োজনীয় ব্যবস্থা নেওয়া হয়েছে। সংশ্লিষ্ট কর্মকর্তারা জানান, বিষয়টি নিয়ে আলোচনা অব্যাহত রয়েছে এবং আগামী দিনে এ বিষয়ে বিস্তারিত সিদ্ধান্ত জানানো হবে। তিনি বলেন, স্বচ্ছতা ও জবাবদিহি নিশ্চিত করতে সব পক্ষের আন্তরিক সহযোগিতা প্রয়োজন। এ ছাড়া সংশ্লিষ্টদের সঙ্গে ধারাবাহিক বৈঠক চলছে বলে জানা গেছে। এ বিষয়ে সংশ্লিষ্ট সূত্রে জানা গেছে, সার্বিক পরিস্থিতি পর্যালোচনা করে প্রয়োজনীয় ব্যবস্থা নেওয়া হয়েছে। সংশ্লিষ্ট কর্মকর্তারা জানান, বিষয়টি নিয়ে আলোচনা অব্যাহত রয়েছে এবং আগামী দিনে এ বিষয়ে বিস্তারিত সিদ্ধান্ত জানানো হবে। তিনি বলেন, স্বচ্ছতা ও জবাবদিহি নিশ্চিত করতে সব পক্ষের আন্তরিক সহযোগিতা প্রয়োজন। এ ছাড়া সংশ্লিষ্টদের সঙ্গে ধারাবাহিক বৈঠক চলছে বলে জানা গেছে। এ বিষয়ে সংশ্লিষ্ট সূত্রে জানা গেছে, সার্বিক পরিস্থিতি পর্যালোচনা করে প্রয়োজনীয় ব্যবস্থা নেওয়া হয়েছে। সংশ্লিষ্ট কর্মকর্তারা জানান, বিষয়টি নিয়ে আলোচনা অব্যাহত রয়েছে এবং আগামী দিনে এ বিষয়ে বিস্তারিত সিদ্ধান্ত জানানো হবে। তিনি বলেন, স্বচ্ছতা ও জবাবদিহি নিশ্চিত করতে সব পক্ষের আন্তরিক সহযোগিতা প্রয়োজন। এ ছাড়া সংশ্লিষ্টদের সঙ্গে ধারাবাহিক বৈঠক চলছে বলে জানা গেছে। এ বিষয়ে সংশ্লিষ্ট সূত্রে জানা গেছে, সার্বিক পরিস্থিতি পর্যালোচনা করে প্রয়োজনীয় ব্যবস্থা নেওয়া হয়েছে। সংশ্লিষ্ট কর্মকর্তারা জানান, বিষয়টি নিয়ে আলোচনা অব্যাহত রয়েছে এবং আগামী দিনে এ বিষয়ে বিস্তারিত সিদ্ধান্ত জানানো হবে। তিনি বলেন, স্বচ্ছতা ও জবাবদিহি নিশ্চিত করতে সব পক্ষের আন্তরিক সহযোগিতা প্রয়োজন। এ ছাড়া সংশ্লিষ্টদের সঙ্গে ধারাবাহিক বৈঠক চলছে বলে জানা গেছে। এ বিষয়ে সংশ্লিষ্ট সূত্রে জানা গেছে, সার্বিক পরিস্থিতি পর্যালোচনা করে প্রয়োজনীয় ব্যবস্থা নেওয়া হয়েছে। সংশ্লিষ্ট কর্মকর্তারা জানান, বিষয়টি নিয়ে আলোচনা অব্যাহত রয়েছে এবং আগামী দিনে এ বিষয়ে বিস্তারিত সিদ্ধান্ত জানানো হবে। তিনি বলেন, স্বচ্ছতা ও জবাবদিহি নিশ্চিত করতে সব পক্ষের আন্তরিক সহযোগিতা প্রয়োজন। এ ছাড়া সংশ্লিষ্টদের সঙ্গে ধারাবাহিক বৈঠক চলছে বলে জানা গেছে। <box>458 226 630 645</box>
article <box>458 968 629 1360</box>
article-body: এ বিষয়ে সংশ্লিষ্ট সূত্রে জানা গেছে, সার্বিক পরিস্থিতি পর্যালোচনা করে প্রয়োজনীয় ব্যবস্থা নেওয়া হয়েছে। সংশ্লিষ্ট কর্মকর্তারা জানান, বিষয়টি নিয়ে আলোচনা অব্যাহত রয়েছে এবং আগামী দিনে এ বিষয়ে বিস্তারিত সিদ্ধান্ত জানানো হবে। তিনি বলেন, স্বচ্ছতা ও জবাবদিহি নিশ্চিত করতে সব পক্ষের আন্তরিক সহযোগিতা প্রয়োজন। এ ছাড়া সংশ্লিষ্টদের সঙ্গে ধারাবাহিক বৈঠক চলছে বলে জানা গেছে। এ বিষয়ে সংশ্লিষ্ট সূত্রে জানা গেছে, সার্বিক পরিস্থিতি পর্যালোচনা করে প্রয়োজনীয় ব্যবস্থা নেওয়া হয়েছে। সংশ্লিষ্ট কর্মকর্তারা জানান, বিষয়টি নিয়ে আলোচনা অব্যাহত রয়েছে এবং আগামী দিনে এ বিষয়ে বিস্তারিত সিদ্ধান্ত জানানো হবে। তিনি বলেন, স্বচ্ছতা ও জবাবদিহি নিশ্চিত করতে সব পক্ষের আন্তরিক সহযোগিতা প্রয়োজন। এ ছাড়া সংশ্লিষ্টদের সঙ্গে ধারাবাহিক বৈঠক চলছে বলে জানা গেছে। <box>90 1610 262 1775</box>
article-continuation <box>1011 70 1182 167</box>
newspaper-logo-icon <box>968 28 992 52</box>
article-body: এ বিষয়ে সংশ্লিষ্ট সূত্রে জানা গেছে, সার্বিক পরিস্থিতি পর্যালোচনা করে প্রয়োজনীয় ব্যবস্থা নেওয়া হয়েছে। সংশ্লিষ্ট কর্মকর্তারা জানান, বিষয়টি নিয়ে আলোচনা অব্যাহত রয়েছে এবং আগামী দিনে এ বিষয়ে বিস্তারিত সিদ্ধান্ত জানানো হবে। তিনি বলেন, স্বচ্ছতা ও জবাবদিহি নিশ্চিত করতে সব পক্ষের আন্তরিক সহযোগিতা প্রয়োজন। এ ছাড়া সংশ্লিষ্টদের সঙ্গে ধারাবাহিক বৈঠক চলছে বলে জানা গেছে। এ বিষয়ে সংশ্লিষ্ট সূত্রে জানা গেছে, সার্বিক পরিস্থিতি পর্যালোচনা করে প্রয়োজনীয় ব্যবস্থা নেওয়া হয়েছে। সংশ্লিষ্ট কর্মকর্তারা জানান, বিষয়টি নিয়ে আলোচনা অব্যাহত রয়েছে এবং আগামী দিনে এ বিষয়ে বিস্তারিত সিদ্ধান্ত জানানো হবে। তিনি বলেন, স্বচ্ছতা ও জবাবদিহি নিশ্চিত করতে সব পক্ষের আন্তরিক সহযোগিতা প্রয়োজন। এ ছাড়া সংশ্লিষ্টদের সঙ্গে ধারাবাহিক বৈঠক চলছে বলে জানা গেছে। <box>642 344 814 509</box>
article-body: এ বিষয়ে সংশ্লিষ্ট সূত্রে জানা গেছে, সার্বিক পরিস্থিতি পর্যালোচনা করে প্রয়োজনীয় ব্যবস্থা নেওয়া হয়েছে। সংশ্লিষ্ট কর্মকর্তারা জানান, বিষয়টি নিয়ে আলোচনা অব্যাহত রয়েছে এবং আগামী দিনে এ বিষয়ে বিস্তারিত সিদ্ধান্ত জানানো হবে। তিনি বলেন, স্বচ্ছতা ও জবাবদিহি নিশ্চিত করতে সব পক্ষের আন্তরিক সহযোগিতা প্রয়োজন। এ ছাড়া সংশ্লিষ্টদের সঙ্গে ধারাবাহিক বৈঠক চলছে বলে জানা গেছে। এ বিষয়ে সংশ্লিষ্ট সূত্রে জানা গেছে, সার্বিক পরিস্থিতি পর্যালোচনা করে প্রয়োজনীয় ব্যবস্থা নেওয়া হয়েছে। সংশ্লিষ্ট কর্মকর্তারা জানান, বিষয়টি নিয়ে আলোচনা অব্যাহত রয়েছে এবং আগামী দিনে এ বিষয়ে বিস্তারিত সিদ্ধান্ত জানানো হবে। তিনি বলেন, স্বচ্ছতা ও জবাবদিহি নিশ্চিত করতে সব পক্ষের আন্তরিক সহযোগিতা প্রয়োজন। এ ছাড়া সংশ্লিষ্টদের সঙ্গে ধারাবাহিক বৈঠক চলছে বলে জানা গেছে। এ বিষয়ে সংশ্লিষ্ট সূত্রে জানা গেছে, সার্বিক পরিস্থিতি পর্যালোচনা করে প্রয়োজনীয় ব্যবস্থা নেওয়া হয়েছে। সংশ্লিষ্ট কর্মকর্তারা জানান, বিষয়টি নিয়ে আলোচনা অব্যাহত রয়েছে এবং আগামী দিনে এ বিষয়ে বিস্তারিত সিদ্ধান্ত জানানো হবে। তিনি বলেন, স্বচ্ছতা ও জবাবদিহি নিশ্চিত করতে সব পক্ষের আন্তরিক সহযোগিতা প্রয়োজন। এ ছাড়া সংশ্লিষ্টদের সঙ্গে ধারাবাহিক বৈঠক চলছে বলে জানা গেছে। এ বিষয়ে সংশ্লিষ্ট সূত্রে জানা গেছে, সার্বিক পরিস্থিতি পর্যালোচনা করে প্রয়োজনীয় ব্যবস্থা নেওয়া হয়েছে। সংশ্লিষ্ট কর্মকর্তারা জানান, বিষয়টি নিয়ে আলোচনা অব্যাহত রয়েছে এবং আগামী দিনে এ বিষয়ে বিস্তারিত সিদ্ধান্ত জানানো হবে। তিনি বলেন, স্বচ্ছতা ও জবাবদিহি নিশ্চিত করতে সব পক্ষের আন্তরিক সহযোগিতা প্রয়োজন। এ ছাড়া সংশ্লিষ্টদের সঙ্গে ধারাবাহিক বৈঠক চলছে বলে জানা গেছে। এ বিষয়ে সংশ্লিষ্ট সূত্রে জানা গেছে, সার্বিক পরিস্থিতি পর্যালোচনা করে প্রয়োজনীয় ব্যবস্থা নেওয়া হয়েছে। সংশ্লিষ্ট কর্মকর্তারা জানান, বিষয়টি নিয়ে আলোচনা অব্যাহত রয়েছে এবং আগামী দিনে এ বিষয়ে বিস্তারিত সিদ্ধান্ত জানানো হবে। তিনি বলেন, স্বচ্ছতা ও জবাবদিহি নিশ্চিত করতে সব পক্ষের আন্তরিক সহযোগিতা প্রয়োজন। এ ছাড়া সংশ্লিষ্টদের সঙ্গে ধারাবাহিক বৈঠক চলছে বলে জানা গেছে। এ বিষয়ে সংশ্লিষ্ট সূত্রে জানা গেছে, সার্বিক পরিস্থিতি পর্যালোচনা করে প্রয়োজনীয় ব্যবস্থা নেওয়া হয়েছে। সংশ্লিষ্ট কর্মকর্তারা জানান, বিষয়টি নিয়ে আলোচনা অব্যাহত রয়েছে এবং আগামী দিনে এ বিষয়ে বিস্তারিত সিদ্ধান্ত জানানো হবে। তিনি বলেন, স্বচ্ছতা ও জবাবদিহি নিশ্চিত করতে সব পক্ষের আন্তরিক সহযোগিতা প্রয়োজন। এ ছাড়া সংশ্লিষ্টদের সঙ্গে ধারাবাহিক বৈঠক চলছে বলে জানা গেছে। এ বিষয়ে সংশ্লিষ্ট সূত্রে জানা গেছে, সার্বিক পরিস্থিতি পর্যালোচনা করে প্রয়োজনীয় ব্যবস্থা নেওয়া হয়েছে। সংশ্লিষ্ট কর্মকর্তারা জানান, বিষয়টি নিয়ে আলোচনা অব্যাহত রয়েছে এবং আগামী দিনে এ বিষয়ে বিস্তারিত সিদ্ধান্ত জানানো হবে। তিনি বলেন, স্বচ্ছতা ও জবাবদিহি নিশ্চিত করতে সব পক্ষের আন্তরিক সহযোগিতা প্রয়োজন। এ ছাড়া সংশ্লিষ্টদের সঙ্গে ধারাবাহিক বৈঠক চলছে বলে জানা গেছে। <box>274 1008 446 1593</box>
article <box>643 515 814 891</box>
article-body: এ বিষয়ে সংশ্লিষ্ট সূত্রে জানা গেছে, সার্বিক পরিস্থিতি পর্যালোচনা করে প্রয়োজনীয় ব্যবস্থা নেওয়া হয়েছে। সংশ্লিষ্ট কর্মকর্তারা জানান, বিষয়টি নিয়ে আলোচনা অব্যাহত রয়েছে এবং আগামী দিনে এ বিষয়ে বিস্তারিত সিদ্ধান্ত জানানো হবে। তিনি বলেন, স্বচ্ছতা ও জবাবদিহি নিশ্চিত করতে সব পক্ষের আন্তরিক সহযোগিতা প্রয়োজন। এ ছাড়া সংশ্লিষ্টদের সঙ্গে ধারাবাহিক বৈঠক চলছে বলে জানা গেছে। এ বিষয়ে সংশ্লিষ্ট সূত্রে জানা গেছে, সার্বিক পরিস্থিতি পর্যালোচনা করে প্রয়োজনীয় ব্যবস্থা নেওয়া হয়েছে। সংশ্লিষ্ট কর্মকর্তারা জানান, বিষয়টি নিয়ে আলোচনা অব্যাহত রয়েছে এবং আগামী দিনে এ বিষয়ে বিস্তারিত সিদ্ধান্ত জানানো হবে। তিনি বলেন, স্বচ্ছতা ও জবাবদিহি নিশ্চিত করতে সব পক্ষের আন্তরিক সহযোগিতা প্রয়োজন। এ ছাড়া সংশ্লিষ্টদের সঙ্গে ধারাবাহিক বৈঠক চলছে বলে জানা গেছে। এ বিষয়ে সংশ্লিষ্ট সূত্রে জানা গেছে, সার্বিক পরিস্থিতি পর্যালোচনা করে প্রয়োজনীয় ব্যবস্থা নেওয়া হয়েছে। সংশ্লিষ্ট কর্মকর্তারা জানান, বিষয়টি নিয়ে আলোচনা অব্যাহত রয়েছে এবং আগামী দিনে এ বিষয়ে বিস্তারিত সিদ্ধান্ত জানানো হবে। তিনি বলেন, স্বচ্ছতা ও জবাবদিহি নিশ্চিত করতে সব পক্ষের আন্তরিক সহযোগিতা প্রয়োজন। এ ছাড়া সংশ্লিষ্টদের সঙ্গে ধারাবাহিক বৈঠক চলছে বলে জানা গেছে। <box>90 583 262 836</box>
continued-from-page-one-label: প্রথম পৃষ্ঠার পর <box>518 1008 570 1019</box>
article <box>90 843 261 1567</box>
article-headline: পুঁজিবাজারের ৭ <box>320 974 400 988</box>
column-6 <box>1004 68 1188 1828</box>
article <box>643 303 814 513</box>
article-body: এ বিষয়ে সংশ্লিষ্ট সূত্রে জানা গেছে, সার্বিক পরিস্থিতি পর্যালোচনা করে প্রয়োজনীয় ব্যবস্থা নেওয়া হয়েছে। সংশ্লিষ্ট কর্মকর্তারা জানান, বিষয়টি নিয়ে আলোচনা অব্যাহত রয়েছে এবং আগামী দিনে এ বিষয়ে বিস্তারিত সিদ্ধান্ত জানানো হবে। তিনি বলেন, স্বচ্ছতা ও জবাবদিহি নিশ্চিত করতে সব পক্ষের আন্তরিক সহযোগিতা প্রয়োজন। এ ছাড়া সংশ্লিষ্টদের সঙ্গে ধারাবাহিক বৈঠক চলছে বলে জানা গেছে। <box>458 75 630 162</box>
date-line: ১১ সেপ্টেম্বর ২০২৫ ▫ ২৭ ভাদ্র ১৪৩২ <box>84 35 212 46</box>
reporter-label: নিজস্ব প্রতিবেদক : <box>826 623 889 632</box>
column-5 <box>820 68 1004 1828</box>
article-body: এ বিষয়ে সংশ্লিষ্ট সূত্রে জানা গেছে, সার্বিক পরিস্থিতি পর্যালোচনা করে প্রয়োজনীয় ব্যবস্থা নেওয়া হয়েছে। সংশ্লিষ্ট কর্মকর্তারা জানান, বিষয়টি নিয়ে আলোচনা অব্যাহত রয়েছে এবং আগামী দিনে এ বিষয়ে বিস্তারিত সিদ্ধান্ত জানানো হবে। তিনি বলেন, স্বচ্ছতা ও জবাবদিহি নিশ্চিত করতে সব পক্ষের আন্তরিক সহযোগিতা প্রয়োজন। এ ছাড়া সংশ্লিষ্টদের সঙ্গে ধারাবাহিক বৈঠক চলছে বলে জানা গেছে। এ বিষয়ে সংশ্লিষ্ট সূত্রে জানা গেছে, সার্বিক পরিস্থিতি পর্যালোচনা করে প্রয়োজনীয় ব্যবস্থা নেওয়া হয়েছে। সংশ্লিষ্ট কর্মকর্তারা জানান, বিষয়টি নিয়ে আলোচনা অব্যাহত রয়েছে এবং আগামী দিনে এ বিষয়ে বিস্তারিত সিদ্ধান্ত জানানো হবে। তিনি বলেন, স্বচ্ছতা ও জবাবদিহি নিশ্চিত করতে সব পক্ষের আন্তরিক সহযোগিতা প্রয়োজন। এ ছাড়া সংশ্লিষ্টদের সঙ্গে ধারাবাহিক বৈঠক চলছে বলে জানা গেছে। এ বিষয়ে সংশ্লিষ্ট সূত্রে জানা গেছে, সার্বিক পরিস্থিতি পর্যালোচনা করে প্রয়োজনীয় ব্যবস্থা নেওয়া হয়েছে। সংশ্লিষ্ট কর্মকর্তারা জানান, বিষয়টি নিয়ে আলোচনা অব্যাহত রয়েছে এবং আগামী দিনে এ বিষয়ে বিস্তারিত সিদ্ধান্ত জানানো হবে। তিনি বলেন, স্বচ্ছতা ও জবাবদিহি নিশ্চিত করতে সব পক্ষের আন্তরিক সহযোগিতা প্রয়োজন। এ ছাড়া সংশ্লিষ্টদের সঙ্গে ধারাবাহিক বৈঠক চলছে বলে জানা গেছে। এ বিষয়ে সংশ্লিষ্ট সূত্রে জানা গেছে, সার্বিক পরিস্থিতি পর্যালোচনা করে প্রয়োজনীয় ব্যবস্থা নেওয়া হয়েছে। সংশ্লিষ্ট কর্মকর্তারা জানান, বিষয়টি নিয়ে আলোচনা অব্যাহত রয়েছে এবং আগামী দিনে এ বিষয়ে বিস্তারিত সিদ্ধান্ত জানানো হবে। তিনি বলেন, স্বচ্ছতা ও জবাবদিহি নিশ্চিত করতে সব পক্ষের আন্তরিক সহযোগিতা প্রয়োজন। এ ছাড়া সংশ্লিষ্টদের সঙ্গে ধারাবাহিক বৈঠক চলছে বলে জানা গেছে। এ বিষয়ে সংশ্লিষ্ট সূত্রে জানা গেছে, সার্বিক পরিস্থিতি পর্যালোচনা করে প্রয়োজনীয় ব্যবস্থা নেওয়া হয়েছে। সংশ্লিষ্ট কর্মকর্তারা জানান, বিষয়টি নিয়ে আলোচনা অব্যাহত রয়েছে এবং আগামী দিনে এ বিষয়ে বিস্তারিত সিদ্ধান্ত জানানো হবে। তিনি বলেন, স্বচ্ছতা ও জবাবদিহি নিশ্চিত করতে সব পক্ষের আন্তরিক সহযোগিতা প্রয়োজন। এ ছাড়া সংশ্লিষ্টদের সঙ্গে ধারাবাহিক বৈঠক চলছে বলে জানা গেছে। এ বিষয়ে সংশ্লিষ্ট সূত্রে জানা গেছে, সার্বিক পরিস্থিতি পর্যালোচনা করে প্রয়োজনীয় ব্যবস্থা নেওয়া হয়েছে। সংশ্লিষ্ট কর্মকর্তারা জানান, বিষয়টি নিয়ে আলোচনা অব্যাহত রয়েছে এবং আগামী দিনে এ বিষয়ে বিস্তারিত সিদ্ধান্ত জানানো হবে। তিনি বলেন, স্বচ্ছতা ও জবাবদিহি নিশ্চিত করতে সব পক্ষের আন্তরিক সহযোগিতা প্রয়োজন। এ ছাড়া সংশ্লিষ্টদের সঙ্গে ধারাবাহিক বৈঠক চলছে বলে জানা গেছে। এ বিষয়ে সংশ্লিষ্ট সূত্রে জানা গেছে, সার্বিক পরিস্থিতি পর্যালোচনা করে প্রয়োজনীয় ব্যবস্থা নেওয়া হয়েছে। সংশ্লিষ্ট কর্মকর্তারা জানান, বিষয়টি নিয়ে আলোচনা অব্যাহত রয়েছে এবং আগামী দিনে এ বিষয়ে বিস্তারিত সিদ্ধান্ত জানানো হবে। তিনি বলেন, স্বচ্ছতা ও জবাবদিহি নিশ্চিত করতে সব পক্ষের আন্তরিক সহযোগিতা প্রয়োজন। এ ছাড়া সংশ্লিষ্টদের সঙ্গে ধারাবাহিক বৈঠক চলছে বলে জানা গেছে। <box>274 375 446 960</box>
continued-from-page-one-label: প্রথম পৃষ্ঠার পর <box>334 991 385 1002</box>
article-headline: সুদমুক্ত ঋণ আদায়ে সরকার কঠোর <box>459 1369 629 1384</box>
article <box>458 651 629 966</box>
continued-from-page-one-label: প্রথম পৃষ্ঠার পর <box>703 539 754 550</box>
article-body: এ বিষয়ে সংশ্লিষ্ট সূত্রে জানা গেছে, সার্বিক পরিস্থিতি পর্যালোচনা করে প্রয়োজনীয় ব্যবস্থা নেওয়া হয়েছে। সংশ্লিষ্ট কর্মকর্তারা জানান, বিষয়টি নিয়ে আলোচনা অব্যাহত রয়েছে এবং আগামী দিনে এ বিষয়ে বিস্তারিত সিদ্ধান্ত জানানো হবে। তিনি বলেন, স্বচ্ছতা ও জবাবদিহি নিশ্চিত করতে সব পক্ষের আন্তরিক সহযোগিতা প্রয়োজন। এ ছাড়া সংশ্লিষ্টদের সঙ্গে ধারাবাহিক বৈঠক চলছে বলে জানা গেছে। এ বিষয়ে সংশ্লিষ্ট সূত্রে জানা গেছে, সার্বিক পরিস্থিতি পর্যালোচনা করে প্রয়োজনীয় ব্যবস্থা নেওয়া হয়েছে। সংশ্লিষ্ট কর্মকর্তারা জানান, বিষয়টি নিয়ে আলোচনা অব্যাহত রয়েছে এবং আগামী দিনে এ বিষয়ে বিস্তারিত সিদ্ধান্ত জানানো হবে। তিনি বলেন, স্বচ্ছতা ও জবাবদিহি নিশ্চিত করতে সব পক্ষের আন্তরিক সহযোগিতা প্রয়োজন। এ ছাড়া সংশ্লিষ্টদের সঙ্গে ধারাবাহিক বৈঠক চলছে বলে জানা গেছে। এ বিষয়ে সংশ্লিষ্ট সূত্রে জানা গেছে, সার্বিক পরিস্থিতি পর্যালোচনা করে প্রয়োজনীয় ব্যবস্থা নেওয়া হয়েছে। সংশ্লিষ্ট কর্মকর্তারা জানান, বিষয়টি নিয়ে আলোচনা অব্যাহত রয়েছে এবং আগামী দিনে এ বিষয়ে বিস্তারিত সিদ্ধান্ত জানানো হবে। তিনি বলেন, স্বচ্ছতা ও জবাবদিহি নিশ্চিত করতে সব পক্ষের আন্তরিক সহযোগিতা প্রয়োজন। এ ছাড়া সংশ্লিষ্টদের সঙ্গে ধারাবাহিক বৈঠক চলছে বলে জানা গেছে। এ বিষয়ে সংশ্লিষ্ট সূত্রে জানা গেছে, সার্বিক পরিস্থিতি পর্যালোচনা করে প্রয়োজনীয় ব্যবস্থা নেওয়া হয়েছে। সংশ্লিষ্ট কর্মকর্তারা জানান, বিষয়টি নিয়ে আলোচনা অব্যাহত রয়েছে এবং আগামী দিনে এ বিষয়ে বিস্তারিত সিদ্ধান্ত জানানো হবে। তিনি বলেন, স্বচ্ছতা ও জবাবদিহি নিশ্চিত করতে সব পক্ষের আন্তরিক সহযোগিতা প্রয়োজন। এ ছাড়া সংশ্লিষ্টদের সঙ্গে ধারাবাহিক বৈঠক চলছে বলে জানা গেছে। <box>458 1403 630 1734</box>
article-headline: এই আমানতের রক্ষণাবেক্ষণ আমাদের <box>108 532 243 564</box>
article <box>1011 809 1182 1702</box>
article-body: নিজস্ব প্রতিবেদক : এ বিষয়ে সংশ্লিষ্ট সূত্রে জানা গেছে, সার্বিক পরিস্থিতি পর্যালোচনা করে প্রয়োজনীয় ব্যবস্থা নেওয়া হয়েছে। সংশ্লিষ্ট কর্মকর্তারা জানান, বিষয়টি নিয়ে আলোচনা অব্যাহত রয়েছে এবং আগামী দিনে এ বিষয়ে বিস্তারিত সিদ্ধান্ত জানানো হবে। তিনি বলেন, স্বচ্ছতা ও জবাবদিহি নিশ্চিত করতে সব পক্ষের আন্তরিক সহযোগিতা প্রয়োজন। এ ছাড়া সংশ্লিষ্টদের সঙ্গে ধারাবাহিক বৈঠক চলছে বলে জানা গেছে। এ বিষয়ে সংশ্লিষ্ট সূত্রে জানা গেছে, সার্বিক পরিস্থিতি পর্যালোচনা করে প্রয়োজনীয় ব্যবস্থা নেওয়া হয়েছে। সংশ্লিষ্ট কর্মকর্তারা জানান, বিষয়টি নিয়ে আলোচনা অব্যাহত রয়েছে এবং আগামী দিনে এ বিষয়ে বিস্তারিত সিদ্ধান্ত জানানো হবে। তিনি বলেন, স্বচ্ছতা ও জবাবদিহি নিশ্চিত করতে সব পক্ষের আন্তরিক সহযোগিতা প্রয়োজন। এ ছাড়া সংশ্লিষ্টদের সঙ্গে ধারাবাহিক বৈঠক চলছে বলে জানা গেছে। এ বিষয়ে সংশ্লিষ্ট সূত্রে জানা গেছে, সার্বিক পরিস্থিতি পর্যালোচনা করে প্রয়োজনীয় ব্যবস্থা নেওয়া হয়েছে। সংশ্লিষ্ট কর্মকর্তারা জানান, বিষয়টি নিয়ে আলোচনা অব্যাহত রয়েছে এবং আগামী দিনে এ বিষয়ে বিস্তারিত সিদ্ধান্ত জানানো হবে। তিনি বলেন, স্বচ্ছতা ও জবাবদিহি নিশ্চিত করতে সব পক্ষের আন্তরিক সহযোগিতা প্রয়োজন। এ ছাড়া সংশ্লিষ্টদের সঙ্গে ধারাবাহিক বৈঠক চলছে বলে জানা গেছে। এ বিষয়ে সংশ্লিষ্ট সূত্রে জানা গেছে, সার্বিক পরিস্থিতি পর্যালোচনা করে প্রয়োজনীয় ব্যবস্থা নেওয়া হয়েছে। সংশ্লিষ্ট কর্মকর্তারা জানান, বিষয়টি নিয়ে আলোচনা অব্যাহত রয়েছে এবং আগামী দিনে এ বিষয়ে বিস্তারিত সিদ্ধান্ত জানানো হবে। তিনি বলেন, স্বচ্ছতা ও জবাবদিহি নিশ্চিত করতে সব পক্ষের আন্তরিক সহযোগিতা প্রয়োজন। এ ছাড়া সংশ্লিষ্টদের সঙ্গে ধারাবাহিক বৈঠক চলছে বলে জানা গেছে। এ বিষয়ে সংশ্লিষ্ট সূত্রে জানা গেছে, সার্বিক পরিস্থিতি পর্যালোচনা করে প্রয়োজনীয় ব্যবস্থা নেওয়া হয়েছে। সংশ্লিষ্ট কর্মকর্তারা জানান, বিষয়টি নিয়ে আলোচনা অব্যাহত রয়েছে এবং আগামী দিনে এ বিষয়ে বিস্তারিত সিদ্ধান্ত জানানো হবে। তিনি বলেন, স্বচ্ছতা ও জবাবদিহি নিশ্চিত করতে সব পক্ষের আন্তরিক সহযোগিতা প্রয়োজন। এ ছাড়া সংশ্লিষ্টদের সঙ্গে ধারাবাহিক বৈঠক চলছে বলে জানা গেছে। এ বিষয়ে সংশ্লিষ্ট সূত্রে জানা গেছে, সার্বিক পরিস্থিতি পর্যালোচনা করে প্রয়োজনীয় ব্যবস্থা নেওয়া হয়েছে। সংশ্লিষ্ট কর্মকর্তারা জানান, বিষয়টি নিয়ে আলোচনা অব্যাহত রয়েছে এবং আগামী দিনে এ বিষয়ে বিস্তারিত সিদ্ধান্ত জানানো হবে। তিনি বলেন, স্বচ্ছতা ও জবাবদিহি নিশ্চিত করতে সব পক্ষের আন্তরিক সহযোগিতা প্রয়োজন। এ ছাড়া সংশ্লিষ্টদের সঙ্গে ধারাবাহিক বৈঠক চলছে বলে জানা গেছে। এ বিষয়ে সংশ্লিষ্ট সূত্রে জানা গেছে, সার্বিক পরিস্থিতি পর্যালোচনা করে প্রয়োজনীয় ব্যবস্থা নেওয়া হয়েছে। সংশ্লিষ্ট কর্মকর্তারা জানান, বিষয়টি নিয়ে আলোচনা অব্যাহত রয়েছে এবং আগামী দিনে এ বিষয়ে বিস্তারিত সিদ্ধান্ত জানানো হবে। তিনি বলেন, স্বচ্ছতা ও জবাবদিহি নিশ্চিত করতে সব পক্ষের আন্তরিক সহযোগিতা প্রয়োজন। এ ছাড়া সংশ্লিষ্টদের সঙ্গে ধারাবাহিক বৈঠক চলছে বলে জানা গেছে। <box>1010 217 1183 802</box>
article <box>90 1569 261 1779</box>
weekday-label: বৃহস্পতিবার <box>112 14 183 32</box>
reporter-label: নিজস্ব প্রতিবেদক : <box>1010 217 1073 227</box>
article-headline: ব্যক্তি ফরহাদের না, এই বিজয় ঢাবির সব <box>103 76 248 107</box>
article-body: নিজস্ব প্রতিবেদক : এ বিষয়ে সংশ্লিষ্ট সূত্রে জানা গেছে, সার্বিক পরিস্থিতি পর্যালোচনা করে প্রয়োজনীয় ব্যবস্থা নেওয়া হয়েছে। সংশ্লিষ্ট কর্মকর্তারা জানান, বিষয়টি নিয়ে আলোচনা অব্যাহত রয়েছে এবং আগামী দিনে এ বিষয়ে বিস্তারিত সিদ্ধান্ত জানানো হবে। তিনি বলেন, স্বচ্ছতা ও জবাবদিহি নিশ্চিত করতে সব পক্ষের আন্তরিক সহযোগিতা প্রয়োজন। এ ছাড়া সংশ্লিষ্টদের সঙ্গে ধারাবাহিক বৈঠক চলছে বলে জানা গেছে। <box>826 461 998 548</box>
column-1 <box>84 68 267 1828</box>
continued-from-page-one-label: প্রথম পৃষ্ঠার পর <box>150 566 201 577</box>
article-body: এ বিষয়ে সংশ্লিষ্ট সূত্রে জানা গেছে, সার্বিক পরিস্থিতি পর্যালোচনা করে প্রয়োজনীয় ব্যবস্থা নেওয়া হয়েছে। সংশ্লিষ্ট কর্মকর্তারা জানান, বিষয়টি নিয়ে আলোচনা অব্যাহত রয়েছে এবং আগামী দিনে এ বিষয়ে বিস্তারিত সিদ্ধান্ত জানানো হবে। তিনি বলেন, স্বচ্ছতা ও জবাবদিহি নিশ্চিত করতে সব পক্ষের আন্তরিক সহযোগিতা প্রয়োজন। এ ছাড়া সংশ্লিষ্টদের সঙ্গে ধারাবাহিক বৈঠক চলছে বলে জানা গেছে। এ বিষয়ে সংশ্লিষ্ট সূত্রে জানা গেছে, সার্বিক পরিস্থিতি পর্যালোচনা করে প্রয়োজনীয় ব্যবস্থা নেওয়া হয়েছে। সংশ্লিষ্ট কর্মকর্তারা জানান, বিষয়টি নিয়ে আলোচনা অব্যাহত রয়েছে এবং আগামী দিনে এ বিষয়ে বিস্তারিত সিদ্ধান্ত জানানো হবে। তিনি বলেন, স্বচ্ছতা ও জবাবদিহি নিশ্চিত করতে সব পক্ষের আন্তরিক সহযোগিতা প্রয়োজন। এ ছাড়া সংশ্লিষ্টদের সঙ্গে ধারাবাহিক বৈঠক চলছে বলে জানা গেছে। এ বিষয়ে সংশ্লিষ্ট সূত্রে জানা গেছে, সার্বিক পরিস্থিতি পর্যালোচনা করে প্রয়োজনীয় ব্যবস্থা নেওয়া হয়েছে। সংশ্লিষ্ট কর্মকর্তারা জানান, বিষয়টি নিয়ে আলোচনা অব্যাহত রয়েছে এবং আগামী দিনে এ বিষয়ে বিস্তারিত সিদ্ধান্ত জানানো হবে। তিনি বলেন, স্বচ্ছতা ও জবাবদিহি নিশ্চিত করতে সব পক্ষের আন্তরিক সহযোগিতা প্রয়োজন। এ ছাড়া সংশ্লিষ্টদের সঙ্গে ধারাবাহিক বৈঠক চলছে বলে জানা গেছে। এ বিষয়ে সংশ্লিষ্ট সূত্রে জানা গেছে, সার্বিক পরিস্থিতি পর্যালোচনা করে প্রয়োজনীয় ব্যবস্থা নেওয়া হয়েছে। সংশ্লিষ্ট কর্মকর্তারা জানান, বিষয়টি নিয়ে আলোচনা অব্যাহত রয়েছে এবং আগামী দিনে এ বিষয়ে বিস্তারিত সিদ্ধান্ত জানানো হবে। তিনি বলেন, স্বচ্ছতা ও জবাবদিহি নিশ্চিত করতে সব পক্ষের আন্তরিক সহযোগিতা প্রয়োজন। এ ছাড়া সংশ্লিষ্টদের সঙ্গে ধারাবাহিক বৈঠক চলছে বলে জানা গেছে। <box>458 1025 630 1356</box>
article-continuation <box>274 70 445 332</box>
article-headline: ডাকসুর বিজয়ীদের <box>682 522 774 537</box>
article-headline: পাকিস্তানের হাইকমিশনারের সঙ্গে এনসিপি প্রতিনিধিদলের সাক্ষাৎ <box>830 563 995 618</box>
article-body: এ বিষয়ে সংশ্লিষ্ট সূত্রে জানা গেছে, সার্বিক পরিস্থিতি পর্যালোচনা করে প্রয়োজনীয় ব্যবস্থা নেওয়া হয়েছে। সংশ্লিষ্ট কর্মকর্তারা জানান, বিষয়টি নিয়ে আলোচনা অব্যাহত রয়েছে এবং আগামী দিনে এ বিষয়ে বিস্তারিত সিদ্ধান্ত জানানো হবে। তিনি বলেন, স্বচ্ছতা ও জবাবদিহি নিশ্চিত করতে সব পক্ষের আন্তরিক সহযোগিতা প্রয়োজন। এ ছাড়া সংশ্লিষ্টদের সঙ্গে ধারাবাহিক বৈঠক চলছে বলে জানা গেছে। এ বিষয়ে সংশ্লিষ্ট সূত্রে জানা গেছে, সার্বিক পরিস্থিতি পর্যালোচনা করে প্রয়োজনীয় ব্যবস্থা নেওয়া হয়েছে। সংশ্লিষ্ট কর্মকর্তারা জানান, বিষয়টি নিয়ে আলোচনা অব্যাহত রয়েছে এবং আগামী দিনে এ বিষয়ে বিস্তারিত সিদ্ধান্ত জানানো হবে। তিনি বলেন, স্বচ্ছতা ও জবাবদিহি নিশ্চিত করতে সব পক্ষের আন্তরিক সহযোগিতা প্রয়োজন। এ ছাড়া সংশ্লিষ্টদের সঙ্গে ধারাবাহিক বৈঠক চলছে বলে জানা গেছে। এ বিষয়ে সংশ্লিষ্ট সূত্রে জানা গেছে, সার্বিক পরিস্থিতি পর্যালোচনা করে প্রয়োজনীয় ব্যবস্থা নেওয়া হয়েছে। সংশ্লিষ্ট কর্মকর্তারা জানান, বিষয়টি নিয়ে আলোচনা অব্যাহত রয়েছে এবং আগামী দিনে এ বিষয়ে বিস্তারিত সিদ্ধান্ত জানানো হবে। তিনি বলেন, স্বচ্ছতা ও জবাবদিহি নিশ্চিত করতে সব পক্ষের আন্তরিক সহযোগিতা প্রয়োজন। এ ছাড়া সংশ্লিষ্টদের সঙ্গে ধারাবাহিক বৈঠক চলছে বলে জানা গেছে। <box>458 708 630 962</box>
reporter-label: নিজস্ব প্রতিবেদক : <box>826 461 889 471</box>
article-continuation <box>643 70 814 167</box>
article-body: এ বিষয়ে সংশ্লিষ্ট সূত্রে জানা গেছে, সার্বিক পরিস্থিতি পর্যালোচনা করে প্রয়োজনীয় ব্যবস্থা নেওয়া হয়েছে। সংশ্লিষ্ট কর্মকর্তারা জানান, বিষয়টি নিয়ে আলোচনা অব্যাহত রয়েছে এবং আগামী দিনে এ বিষয়ে বিস্তারিত সিদ্ধান্ত জানানো হবে। তিনি বলেন, স্বচ্ছতা ও জবাবদিহি নিশ্চিত করতে সব পক্ষের আন্তরিক সহযোগিতা প্রয়োজন। এ ছাড়া সংশ্লিষ্টদের সঙ্গে ধারাবাহিক বৈঠক চলছে বলে জানা গেছে। <box>642 209 814 297</box>
article-headline: আগামী সংসদ নির্বাচনের ভোটকেন্দ্রের খসড়া প্রকাশ <box>839 420 986 456</box>
article-body: নিজস্ব প্রতিবেদক : এ বিষয়ে সংশ্লিষ্ট সূত্রে জানা গেছে, সার্বিক পরিস্থিতি পর্যালোচনা করে প্রয়োজনীয় ব্যবস্থা নেওয়া হয়েছে। সংশ্লিষ্ট কর্মকর্তারা জানান, বিষয়টি নিয়ে আলোচনা অব্যাহত রয়েছে এবং আগামী দিনে এ বিষয়ে বিস্তারিত সিদ্ধান্ত জানানো হবে। তিনি বলেন, স্বচ্ছতা ও জবাবদিহি নিশ্চিত করতে সব পক্ষের আন্তরিক সহযোগিতা প্রয়োজন। এ ছাড়া সংশ্লিষ্টদের সঙ্গে ধারাবাহিক বৈঠক চলছে বলে জানা গেছে। এ বিষয়ে সংশ্লিষ্ট সূত্রে জানা গেছে, সার্বিক পরিস্থিতি পর্যালোচনা করে প্রয়োজনীয় ব্যবস্থা নেওয়া হয়েছে। সংশ্লিষ্ট কর্মকর্তারা জানান, বিষয়টি নিয়ে আলোচনা অব্যাহত রয়েছে এবং আগামী দিনে এ বিষয়ে বিস্তারিত সিদ্ধান্ত জানানো হবে। তিনি বলেন, স্বচ্ছতা ও জবাবদিহি নিশ্চিত করতে সব পক্ষের আন্তরিক সহযোগিতা প্রয়োজন। এ ছাড়া সংশ্লিষ্টদের সঙ্গে ধারাবাহিক বৈঠক চলছে বলে জানা গেছে। এ বিষয়ে সংশ্লিষ্ট সূত্রে জানা গেছে, সার্বিক পরিস্থিতি পর্যালোচনা করে প্রয়োজনীয় ব্যবস্থা নেওয়া হয়েছে। সংশ্লিষ্ট কর্মকর্তারা জানান, বিষয়টি নিয়ে আলোচনা অব্যাহত রয়েছে এবং আগামী দিনে এ বিষয়ে বিস্তারিত সিদ্ধান্ত জানানো হবে। তিনি বলেন, স্বচ্ছতা ও জবাবদিহি নিশ্চিত করতে সব পক্ষের আন্তরিক সহযোগিতা প্রয়োজন। এ ছাড়া সংশ্লিষ্টদের সঙ্গে ধারাবাহিক বৈঠক চলছে বলে জানা গেছে। এ বিষয়ে সংশ্লিষ্ট সূত্রে জানা গেছে, সার্বিক পরিস্থিতি পর্যালোচনা করে প্রয়োজনীয় ব্যবস্থা নেওয়া হয়েছে। সংশ্লিষ্ট কর্মকর্তারা জানান, বিষয়টি নিয়ে আলোচনা অব্যাহত রয়েছে এবং আগামী দিনে এ বিষয়ে বিস্তারিত সিদ্ধান্ত জানানো হবে। তিনি বলেন, স্বচ্ছতা ও জবাবদিহি নিশ্চিত করতে সব পক্ষের আন্তরিক সহযোগিতা প্রয়োজন। এ ছাড়া সংশ্লিষ্টদের সঙ্গে ধারাবাহিক বৈঠক চলছে বলে জানা গেছে। এ বিষয়ে সংশ্লিষ্ট সূত্রে জানা গেছে, সার্বিক পরিস্থিতি পর্যালোচনা করে প্রয়োজনীয় ব্যবস্থা নেওয়া হয়েছে। সংশ্লিষ্ট কর্মকর্তারা জানান, বিষয়টি নিয়ে আলোচনা অব্যাহত রয়েছে এবং আগামী দিনে এ বিষয়ে বিস্তারিত সিদ্ধান্ত জানানো হবে। তিনি বলেন, স্বচ্ছতা ও জবাবদিহি নিশ্চিত করতে সব পক্ষের আন্তরিক সহযোগিতা প্রয়োজন। এ ছাড়া সংশ্লিষ্টদের সঙ্গে ধারাবাহিক বৈঠক চলছে বলে জানা গেছে। এ বিষয়ে সংশ্লিষ্ট সূত্রে জানা গেছে, সার্বিক পরিস্থিতি পর্যালোচনা করে প্রয়োজনীয় ব্যবস্থা নেওয়া হয়েছে। সংশ্লিষ্ট কর্মকর্তারা জানান, বিষয়টি নিয়ে আলোচনা অব্যাহত রয়েছে এবং আগামী দিনে এ বিষয়ে বিস্তারিত সিদ্ধান্ত জানানো হবে। তিনি বলেন, স্বচ্ছতা ও জবাবদিহি নিশ্চিত করতে সব পক্ষের আন্তরিক সহযোগিতা প্রয়োজন। এ ছাড়া সংশ্লিষ্টদের সঙ্গে ধারাবাহিক বৈঠক চলছে বলে জানা গেছে। এ বিষয়ে সংশ্লিষ্ট সূত্রে জানা গেছে, সার্বিক পরিস্থিতি পর্যালোচনা করে প্রয়োজনীয় ব্যবস্থা নেওয়া হয়েছে। সংশ্লিষ্ট কর্মকর্তারা জানান, বিষয়টি নিয়ে আলোচনা অব্যাহত রয়েছে এবং আগামী দিনে এ বিষয়ে বিস্তারিত সিদ্ধান্ত জানানো হবে। তিনি বলেন, স্বচ্ছতা ও জবাবদিহি নিশ্চিত করতে সব পক্ষের আন্তরিক সহযোগিতা প্রয়োজন। এ ছাড়া সংশ্লিষ্টদের সঙ্গে ধারাবাহিক বৈঠক চলছে বলে জানা গেছে। এ বিষয়ে সংশ্লিষ্ট সূত্রে জানা গেছে, সার্বিক পরিস্থিতি পর্যালোচনা করে প্রয়োজনীয় ব্যবস্থা নেওয়া হয়েছে। সংশ্লিষ্ট কর্মকর্তারা জানান, বিষয়টি নিয়ে আলোচনা অব্যাহত রয়েছে এবং আগামী দিনে এ বিষয়ে বিস্তারিত সিদ্ধান্ত জানানো হবে। তিনি বলেন, স্বচ্ছতা ও জবাবদিহি নিশ্চিত করতে সব পক্ষের আন্তরিক সহযোগিতা প্রয়োজন। এ ছাড়া সংশ্লিষ্টদের সঙ্গে ধারাবাহিক বৈঠক চলছে বলে জানা গেছে। এ বিষয়ে সংশ্লিষ্ট সূত্রে জানা গেছে, সার্বিক পরিস্থিতি পর্যালোচনা করে প্রয়োজনীয় ব্যবস্থা নেওয়া হয়েছে। সংশ্লিষ্ট কর্মকর্তারা জানান, বিষয়টি নিয়ে আলোচনা অব্যাহত রয়েছে এবং আগামী দিনে এ বিষয়ে বিস্তারিত সিদ্ধান্ত জানানো হবে। তিনি বলেন, স্বচ্ছতা ও জবাবদিহি নিশ্চিত করতে সব পক্ষের আন্তরিক সহযোগিতা প্রয়োজন। এ ছাড়া সংশ্লিষ্টদের সঙ্গে ধারাবাহিক বৈঠক চলছে বলে জানা গেছে। এ বিষয়ে সংশ্লিষ্ট সূত্রে জানা গেছে, সার্বিক পরিস্থিতি পর্যালোচনা করে প্রয়োজনীয় ব্যবস্থা নেওয়া হয়েছে। সংশ্লিষ্ট কর্মকর্তারা জানান, বিষয়টি নিয়ে আলোচনা অব্যাহত রয়েছে এবং আগামী দিনে এ বিষয়ে বিস্তারিত সিদ্ধান্ত জানানো হবে। তিনি বলেন, স্বচ্ছতা ও জবাবদিহি নিশ্চিত করতে সব পক্ষের আন্তরিক সহযোগিতা প্রয়োজন। এ ছাড়া সংশ্লিষ্টদের সঙ্গে ধারাবাহিক বৈঠক চলছে বলে জানা গেছে। এ বিষয়ে সংশ্লিষ্ট সূত্রে জানা গেছে, সার্বিক পরিস্থিতি পর্যালোচনা করে প্রয়োজনীয় ব্যবস্থা নেওয়া হয়েছে। সংশ্লিষ্ট কর্মকর্তারা জানান, বিষয়টি নিয়ে আলোচনা অব্যাহত রয়েছে এবং আগামী দিনে এ বিষয়ে বিস্তারিত সিদ্ধান্ত জানানো হবে। তিনি বলেন, স্বচ্ছতা ও জবাবদিহি নিশ্চিত করতে সব পক্ষের আন্তরিক সহযোগিতা প্রয়োজন। এ ছাড়া সংশ্লিষ্টদের সঙ্গে ধারাবাহিক বৈঠক চলছে বলে জানা গেছে। <box>826 765 998 1682</box>
column-2 <box>267 68 451 1828</box>
reporter-label: নিজস্ব প্রতিবেদক : <box>1010 858 1073 868</box>
continued-from-page-one-label: প্রথম পৃষ্ঠার পর <box>518 209 570 219</box>
continued-from-page-one-label: প্রথম পৃষ্ঠার পর <box>518 1386 570 1397</box>
continued-from-page-one-label: প্রথম পৃষ্ঠার পর <box>150 1593 201 1604</box>
section-title: খবরের শেষাংশ <box>298 14 473 47</box>
article-body: নিজস্ব প্রতিবেদক : এ বিষয়ে সংশ্লিষ্ট সূত্রে জানা গেছে, সার্বিক পরিস্থিতি পর্যালোচনা করে প্রয়োজনীয় ব্যবস্থা নেওয়া হয়েছে। সংশ্লিষ্ট কর্মকর্তারা জানান, বিষয়টি নিয়ে আলোচনা অব্যাহত রয়েছে এবং আগামী দিনে এ বিষয়ে বিস্তারিত সিদ্ধান্ত জানানো হবে। তিনি বলেন, স্বচ্ছতা ও জবাবদিহি নিশ্চিত করতে সব পক্ষের আন্তরিক সহযোগিতা প্রয়োজন। এ ছাড়া সংশ্লিষ্টদের সঙ্গে ধারাবাহিক বৈঠক চলছে বলে জানা গেছে। <box>826 623 998 710</box>
article-headline: জাতীয় প্রশিক্ষণ <box>689 310 767 325</box>
article <box>458 1363 629 1739</box>
article-headline: ঘুষকাণ্ডে বিআরডিবিউটি-এর দুই কর্মকর্তা বরখাস্ত <box>829 725 995 761</box>
columns <box>84 68 1188 1828</box>
article <box>90 526 261 841</box>
article <box>643 894 814 1640</box>
continued-from-page-one-label: প্রথম পৃষ্ঠার পর <box>703 192 754 203</box>
date-block <box>84 13 223 51</box>
article-continuation <box>827 70 998 410</box>
article-headline: রাজনৈতিক জীবনে এটাই প্রথম পরাজয় : হামীম <box>1024 177 1169 213</box>
